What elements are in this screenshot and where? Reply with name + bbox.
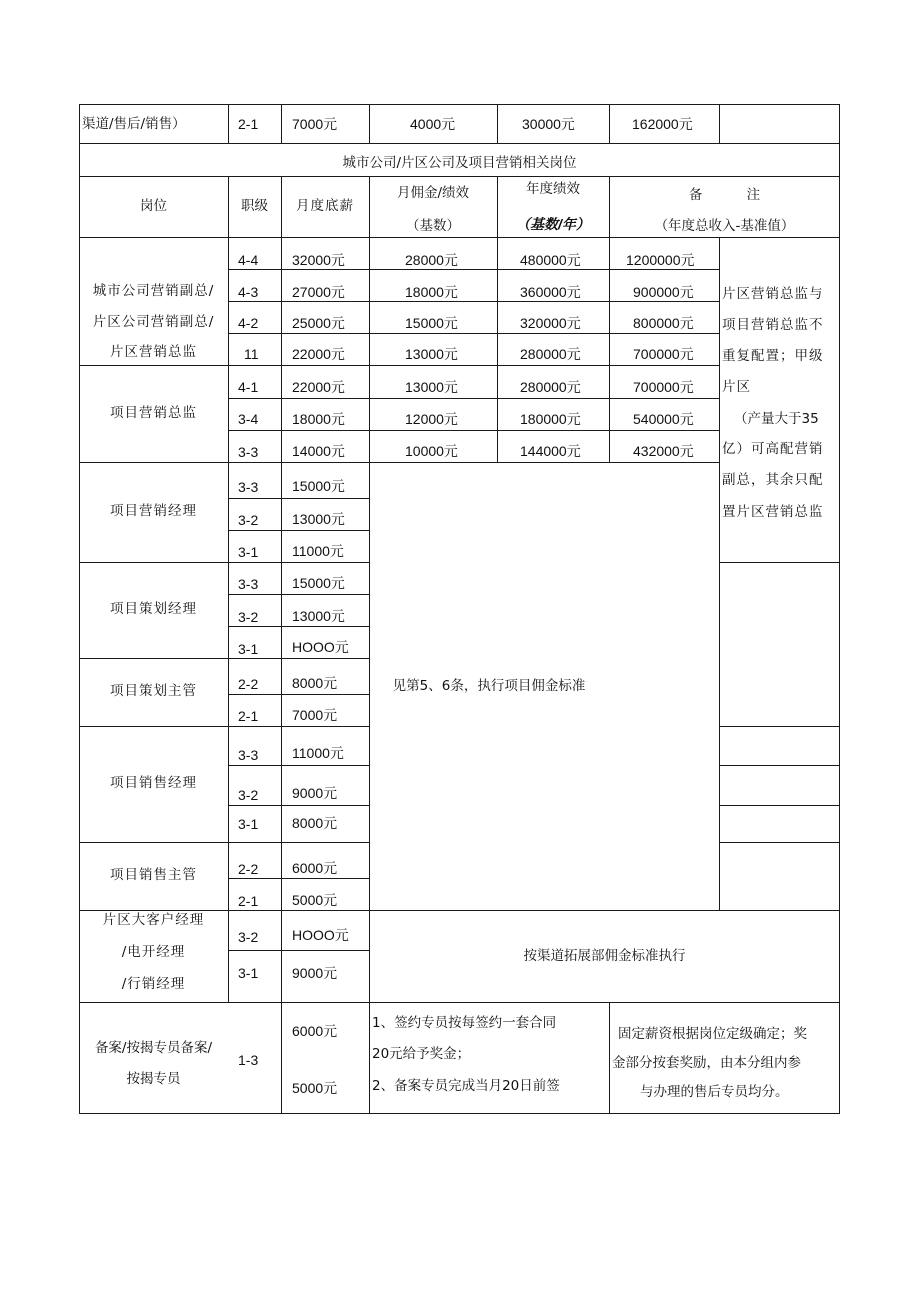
cell-base: 8000元 — [292, 675, 338, 691]
remark-note: 副总，其余只配 — [722, 472, 824, 488]
row-divider — [79, 237, 840, 238]
remark-note: 项目营销总监不 — [722, 317, 824, 333]
row-divider — [228, 498, 369, 499]
cell-grade: 4-4 — [238, 252, 259, 268]
cell-total: 900000元 — [633, 284, 694, 300]
cell-base: 18000元 — [292, 411, 345, 427]
cell-total: 800000元 — [633, 315, 694, 331]
col-divider — [281, 176, 282, 1113]
cell-annual: 30000元 — [522, 116, 575, 132]
cell-position: 渠道/售后/销售） — [82, 116, 186, 132]
cell-annual: 480000元 — [520, 252, 581, 268]
group-label-filing: 备案/按揭专员备案/ — [94, 1040, 213, 1056]
filing-remark: 固定薪资根据岗位定级确定；奖 — [618, 1026, 807, 1042]
remark-note: 片区 — [722, 379, 751, 395]
cell-base: 8000元 — [292, 815, 338, 831]
group-label-key-account: /电开经理 — [121, 944, 186, 960]
cell-commission: 15000元 — [405, 315, 458, 331]
cell-grade: 1-3 — [238, 1052, 259, 1068]
group-label-project-director: 项目营销总监 — [110, 405, 197, 421]
col-divider — [369, 104, 370, 144]
remark-note: 片区营销总监与 — [722, 286, 824, 302]
cell-base: 13000元 — [292, 511, 345, 527]
row-divider — [79, 658, 369, 659]
group-label-key-account: 片区大客户经理 — [102, 912, 205, 928]
cell-grade: 3-1 — [238, 641, 259, 657]
cell-grade: 3-2 — [238, 512, 259, 528]
cell-grade: 4-1 — [238, 379, 259, 395]
cell-base: 5000元 — [292, 1080, 338, 1096]
row-divider — [719, 765, 840, 766]
cell-total: 1200000元 — [626, 252, 695, 268]
col-divider — [609, 1002, 610, 1113]
filing-rule: 1、签约专员按每签约一套合同 — [372, 1015, 557, 1031]
row-divider — [79, 365, 719, 366]
key-account-note: 按渠道拓展部佣金标准执行 — [523, 948, 686, 964]
cell-total: 540000元 — [633, 411, 694, 427]
row-divider — [719, 726, 840, 727]
cell-base: 7000元 — [292, 707, 338, 723]
remark-note: 置片区营销总监 — [722, 504, 824, 520]
cell-grade: 11 — [244, 346, 259, 362]
cell-base: 7000元 — [292, 116, 338, 132]
cell-base: HOOO元 — [292, 639, 349, 655]
row-divider — [719, 842, 840, 843]
cell-base: 11000元 — [292, 543, 344, 559]
cell-commission: 10000元 — [405, 443, 458, 459]
filing-rule: 2、备案专员完成当月20日前签 — [372, 1078, 560, 1094]
cell-annual: 180000元 — [520, 411, 581, 427]
row-divider — [79, 842, 369, 843]
column-header-position: 岗位 — [140, 198, 167, 214]
column-header-remark-sub: （年度总收入-基准值） — [654, 218, 795, 234]
column-header-remark: 备 注 — [688, 187, 761, 203]
row-divider — [228, 950, 369, 951]
row-divider — [719, 805, 840, 806]
group-label-sales-supervisor: 项目销售主管 — [110, 867, 197, 883]
cell-grade: 3-3 — [238, 747, 259, 763]
group-label-planning-manager: 项目策划经理 — [110, 601, 197, 617]
cell-base: 22000元 — [292, 379, 345, 395]
column-header-commission: 月佣金/绩效 — [396, 185, 470, 201]
cell-annual: 280000元 — [520, 346, 581, 362]
cell-commission: 18000元 — [405, 284, 458, 300]
cell-grade: 3-2 — [238, 787, 259, 803]
cell-annual: 280000元 — [520, 379, 581, 395]
group-label-city-deputy: 片区公司营销副总/ — [92, 314, 215, 330]
row-divider — [228, 626, 369, 627]
cell-base: 25000元 — [292, 315, 345, 331]
cell-grade: 3-1 — [238, 965, 259, 981]
cell-base: 15000元 — [292, 575, 345, 591]
column-header-commission-sub: （基数） — [406, 218, 460, 234]
row-divider — [228, 530, 369, 531]
cell-annual: 144000元 — [520, 443, 581, 459]
col-divider — [281, 104, 282, 144]
cell-grade: 3-2 — [238, 929, 259, 945]
col-divider — [609, 104, 610, 144]
cell-grade: 3-3 — [238, 444, 259, 460]
cell-total: 162000元 — [632, 116, 693, 132]
col-divider — [228, 176, 229, 1002]
cell-base: 11000元 — [292, 745, 344, 761]
cell-base: 27000元 — [292, 284, 345, 300]
col-divider — [228, 104, 229, 144]
cell-base: 6000元 — [292, 860, 338, 876]
cell-base: HOOO元 — [292, 927, 349, 943]
col-divider — [497, 104, 498, 144]
column-header-grade: 职级 — [241, 198, 268, 214]
column-header-annual-sub: （基数/年） — [516, 216, 590, 232]
cell-grade: 4-3 — [238, 284, 259, 300]
row-divider — [228, 878, 369, 879]
cell-grade: 2-2 — [238, 861, 259, 877]
column-header-base: 月度底薪 — [296, 198, 354, 214]
merged-commission-note: 见第5、6条，执行项目佣金标准 — [392, 678, 586, 694]
cell-annual: 360000元 — [520, 284, 581, 300]
cell-base: 13000元 — [292, 608, 345, 624]
table-border-top — [79, 104, 840, 105]
col-divider — [719, 237, 720, 910]
cell-grade: 2-2 — [238, 676, 259, 692]
group-label-key-account: /行销经理 — [121, 976, 186, 992]
row-divider — [719, 562, 840, 563]
row-divider — [79, 726, 369, 727]
cell-base: 32000元 — [292, 252, 345, 268]
cell-commission: 13000元 — [405, 346, 458, 362]
cell-grade: 2-1 — [238, 893, 259, 909]
cell-base: 15000元 — [292, 478, 345, 494]
group-label-filing: 按揭专员 — [126, 1071, 181, 1087]
cell-base: 9000元 — [292, 965, 338, 981]
row-divider — [228, 333, 719, 334]
row-divider — [79, 1002, 840, 1003]
column-header-annual: 年度绩效 — [526, 181, 580, 197]
row-divider — [228, 765, 369, 766]
section-title: 城市公司/片区公司及项目营销相关岗位 — [342, 155, 577, 171]
cell-annual: 320000元 — [520, 315, 581, 331]
row-divider — [228, 594, 369, 595]
filing-remark: 与办理的售后专员均分。 — [640, 1084, 789, 1100]
row-divider — [228, 430, 719, 431]
cell-base: 5000元 — [292, 892, 338, 908]
group-label-sales-manager: 项目销售经理 — [110, 775, 197, 791]
group-label-project-manager: 项目营销经理 — [110, 503, 197, 519]
table-border-bottom — [79, 1113, 840, 1114]
col-divider — [719, 104, 720, 144]
row-divider — [228, 694, 369, 695]
row-divider — [79, 462, 719, 463]
row-divider — [79, 143, 840, 144]
group-label-city-deputy: 城市公司营销副总/ — [92, 283, 215, 299]
remark-note: 重复配置；甲级 — [722, 348, 824, 364]
cell-grade: 3-1 — [238, 816, 259, 832]
cell-commission: 28000元 — [405, 252, 458, 268]
cell-commission: 12000元 — [405, 411, 458, 427]
cell-grade: 3-1 — [238, 544, 259, 560]
row-divider — [228, 398, 719, 399]
filing-rule: 20元给予奖金； — [372, 1046, 471, 1062]
row-divider — [228, 805, 369, 806]
cell-total: 700000元 — [633, 346, 694, 362]
cell-total: 432000元 — [633, 443, 694, 459]
remark-note: （产量大于35 — [734, 411, 819, 427]
remark-note: 亿）可高配营销 — [722, 441, 824, 457]
cell-grade: 3-2 — [238, 609, 259, 625]
row-divider — [79, 910, 840, 911]
cell-base: 6000元 — [292, 1023, 338, 1039]
group-label-city-deputy: 片区营销总监 — [110, 344, 197, 360]
cell-total: 700000元 — [633, 379, 694, 395]
cell-grade: 3-4 — [238, 411, 259, 427]
cell-grade: 4-2 — [238, 315, 259, 331]
cell-grade: 2-1 — [238, 708, 259, 724]
row-divider — [228, 269, 719, 270]
group-label-planning-supervisor: 项目策划主管 — [110, 683, 197, 699]
cell-grade: 3-3 — [238, 479, 259, 495]
filing-remark: 金部分按套奖励，由本分组内参 — [612, 1055, 801, 1071]
col-divider — [369, 176, 370, 1113]
row-divider — [79, 176, 840, 177]
cell-base: 14000元 — [292, 443, 345, 459]
cell-base: 22000元 — [292, 346, 345, 362]
cell-commission: 13000元 — [405, 379, 458, 395]
cell-grade: 3-3 — [238, 576, 259, 592]
row-divider — [79, 562, 369, 563]
cell-commission: 4000元 — [410, 116, 456, 132]
cell-base: 9000元 — [292, 785, 338, 801]
cell-grade: 2-1 — [238, 116, 259, 132]
row-divider — [228, 301, 719, 302]
